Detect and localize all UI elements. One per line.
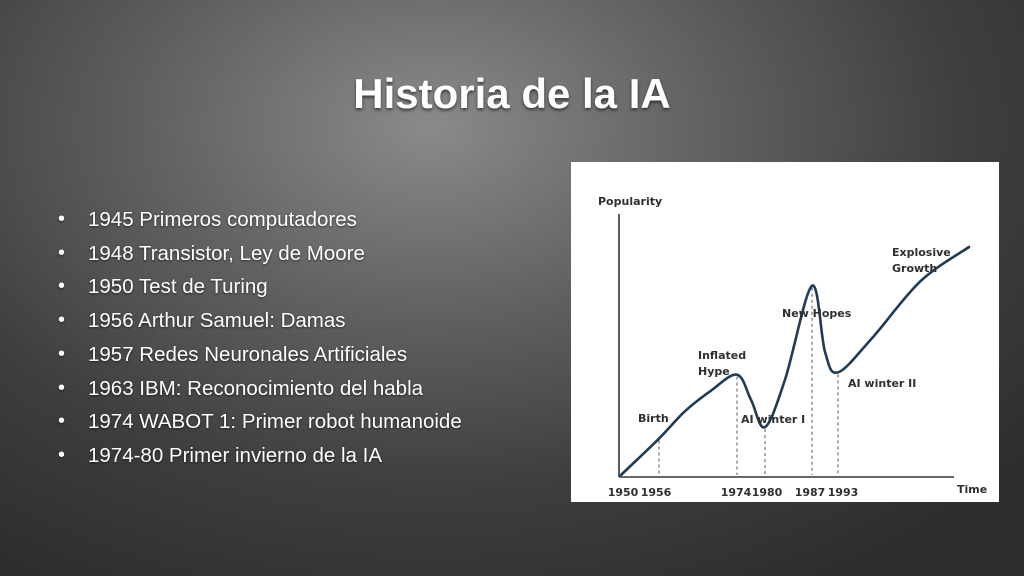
annotations	[638, 246, 951, 426]
annotation-label: Hype	[698, 365, 730, 378]
popularity-chart-panel	[571, 162, 999, 502]
bullet-item	[58, 439, 462, 473]
annotation-label: Inflated	[698, 349, 747, 362]
x-tick-label: 1993	[827, 486, 859, 499]
bullet-item	[58, 372, 462, 406]
x-tick-label: 1974	[720, 486, 752, 499]
bullet-text: 1956 Arthur Samuel: Damas	[88, 309, 346, 333]
bullet-dot-icon: •	[58, 342, 66, 365]
bullet-dot-icon: •	[58, 208, 66, 230]
bullet-text: 1950 Test de Turing	[88, 275, 268, 299]
bullet-item	[58, 304, 462, 338]
series-layer	[621, 247, 969, 475]
x-tick-label: 1980	[751, 486, 783, 499]
bullet-item	[58, 237, 462, 271]
bullet-text: 1963 IBM: Reconocimiento del habla	[88, 376, 424, 400]
bullet-text: 1974-80 Primer invierno de la IA	[88, 443, 382, 467]
bullet-list	[58, 203, 462, 473]
bullet-text: 1957 Redes Neuronales Artificiales	[88, 342, 408, 366]
bullet-dot-icon: •	[58, 309, 66, 332]
annotation-label: Birth	[638, 412, 669, 425]
bullet-dot-icon: •	[58, 410, 66, 433]
bullet-item	[58, 203, 462, 237]
popularity-line	[621, 247, 969, 475]
bullet-item	[58, 338, 462, 372]
bullet-dot-icon: •	[58, 241, 66, 264]
bullet-dot-icon: •	[58, 376, 66, 399]
bullet-text: 1948 Transistor, Ley de Moore	[88, 241, 365, 265]
annotation-label: AI winter II	[848, 377, 917, 390]
x-axis-label: Time	[957, 483, 988, 496]
bullet-text: 1974 WABOT 1: Primer robot humanoide	[88, 410, 462, 434]
bullet-dot-icon: •	[58, 275, 66, 298]
bullet-item	[58, 405, 462, 439]
x-tick-label: 1956	[640, 486, 672, 499]
bullet-dot-icon: •	[58, 443, 66, 466]
annotation-label: New Hopes	[782, 307, 852, 320]
bullet-item	[58, 270, 462, 304]
bullet-text: 1945 Primeros computadores	[88, 208, 357, 231]
annotation-label: Explosive	[892, 246, 951, 259]
annotation-label: AI winter I	[741, 413, 806, 426]
popularity-chart	[571, 162, 999, 502]
y-axis-label: Popularity	[598, 195, 663, 208]
x-tick-labels	[608, 486, 859, 499]
slide-title: Historia de la IA	[353, 70, 671, 117]
x-tick-label: 1950	[607, 486, 639, 499]
annotation-label: Growth	[892, 262, 938, 275]
x-tick-label: 1987	[794, 486, 826, 499]
